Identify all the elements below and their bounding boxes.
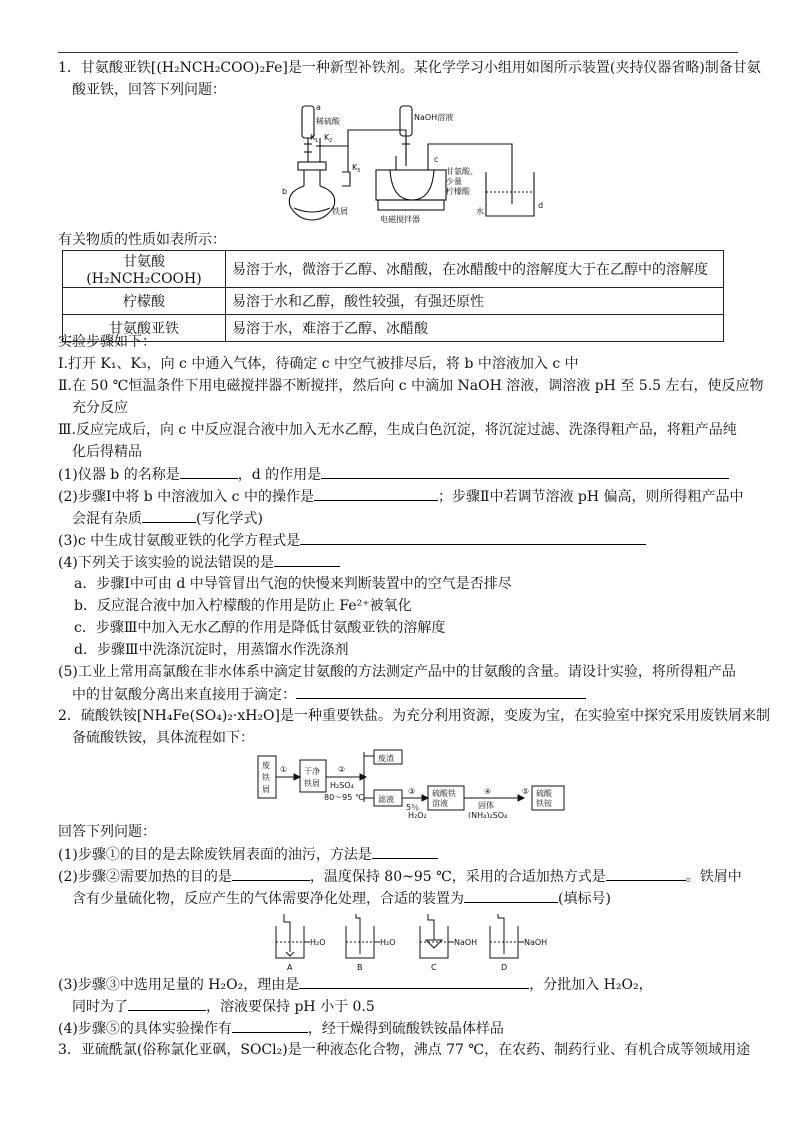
q2-sub3-text: (3)步骤③中选用足量的 H₂O₂，理由是 xyxy=(58,977,300,993)
flow-step-5: ⑤ xyxy=(522,787,530,796)
q1-sub5-line1: (5)工业上常用高氯酸在非水体系中滴定甘氨酸的方法测定产品中的甘氨酸的含量。请设计实验，将所得粗产品 xyxy=(58,664,736,680)
step-1: Ⅰ.打开 K₁、K₃，向 c 中通入气体，待确定 c 中空气被排尽后，将 b 中溶液加入 c 中 xyxy=(58,356,579,372)
answer-blank[interactable] xyxy=(232,1018,308,1033)
q2-sub2-cont xyxy=(72,888,611,909)
flow-waste-2: 铁 xyxy=(262,773,270,782)
flow-product-1: 硫酸 xyxy=(536,789,552,798)
q2-stem-line1: 2．硫酸铁铵[NH₄Fe(SO₄)₂·xH₂O]是一种重要铁盐。为充分利用资源，变废为宝，在实验室中探究采用废铁屑来制 xyxy=(58,708,770,724)
answer-blank[interactable] xyxy=(299,974,529,989)
flow-step-2: ② xyxy=(338,765,346,774)
answer-blank[interactable] xyxy=(180,464,238,479)
q1-sub2-text3: 会混有杂质 xyxy=(72,511,142,527)
label-c: c xyxy=(434,155,439,164)
answer-blank[interactable] xyxy=(464,888,558,903)
steps-intro: 实验步骤如下： xyxy=(58,334,156,350)
label-k3: K xyxy=(352,163,358,172)
q1-stem-line1: 1．甘氨酸亚铁[(H₂NCH₂COO)₂Fe]是一种新型补铁剂。某化学学习小组用如图所示装置(夹持仪器省略)制备甘氨 xyxy=(58,60,761,76)
q1-sub3-text: (3)c 中生成甘氨酸亚铁的化学方程式是 xyxy=(58,533,301,549)
q1-sub5-line2 xyxy=(72,684,586,705)
q2-sub4-text2: ，经干燥得到硫酸铁铵晶体样品 xyxy=(307,1021,504,1037)
option-b: b．反应混合液中加入柠檬酸的作用是防止 Fe²⁺被氧化 xyxy=(74,598,412,614)
q2-sub1-text: (1)步骤①的目的是去除废铁屑表面的油污，方法是 xyxy=(58,847,372,863)
step-2-line1: Ⅱ.在 50 ℃恒温条件下用电磁搅拌器不断搅拌，然后向 c 中滴加 NaOH 溶液，调溶液 pH 至 5.5 左右，使反应物 xyxy=(58,378,764,394)
flow-filtrate: 滤液 xyxy=(378,795,394,804)
answer-blank[interactable] xyxy=(321,464,729,479)
table-intro: 有关物质的性质如表所示： xyxy=(58,232,226,248)
flow-ferric-sulfate-1: 硫酸铁 xyxy=(432,789,456,798)
q2-sub2-text3: 。铁屑中 xyxy=(685,869,742,885)
step-3-line1: Ⅲ.反应完成后，向 c 中反应混合液中加入无水乙醇，生成白色沉淀，将沉淀过滤、洗涤得粗产品，将粗产品纯 xyxy=(58,422,737,438)
answer-blank[interactable] xyxy=(142,508,196,523)
flow-waste-3: 屑 xyxy=(262,785,270,794)
q2-stem-line2: 备硫酸铁铵，具体流程如下： xyxy=(72,730,254,746)
q1-sub2-text2: ；步骤Ⅱ中若调节溶液 pH 偏高，则所得粗产品中 xyxy=(437,489,744,505)
table-row xyxy=(63,251,724,288)
q2-sub2 xyxy=(58,866,742,887)
q2-gas-devices-figure xyxy=(272,912,548,974)
answer-blank[interactable] xyxy=(314,486,438,501)
step-2-line2: 充分反应 xyxy=(72,400,128,416)
q2-sub2-text4: 含有少量硫化物，反应产生的气体需要净化处理，合适的装置为 xyxy=(72,891,464,907)
label-stirrer: 电磁搅拌器 xyxy=(380,215,420,224)
table-cell-property: 易溶于水和乙醇，酸性较强，有强还原性 xyxy=(226,288,724,315)
label-k1-sub: 1 xyxy=(315,138,319,144)
label-naoh: NaOH溶液 xyxy=(414,113,454,122)
device-b-liquid: H₂O xyxy=(380,938,396,947)
flow-nh4so4: (NH₄)₂SO₄ xyxy=(468,811,508,818)
flow-step-3: ③ xyxy=(408,787,416,796)
answer-blank[interactable] xyxy=(606,866,686,881)
q2-sub4 xyxy=(58,1018,504,1039)
label-k1: K xyxy=(310,133,316,142)
label-mix3: 柠檬酸 xyxy=(446,187,470,196)
device-d-label: D xyxy=(501,963,508,972)
label-k2-sub: 2 xyxy=(329,138,333,144)
q2-sub3-cont xyxy=(72,996,375,1017)
device-b-label: B xyxy=(357,963,363,972)
flow-h2o2: H₂O₂ xyxy=(408,811,427,818)
q1-sub4-text: (4)下列关于该实验的说法错误的是 xyxy=(58,555,274,571)
table-cell-name: 甘氨酸亚铁 xyxy=(63,315,226,342)
device-a-label: A xyxy=(287,963,293,972)
q2-answer-intro: 回答下列问题： xyxy=(58,824,156,840)
label-k2: K xyxy=(324,133,330,142)
q3-stem-line1: 3．亚硫酰氯(俗称氯化亚砜，SOCl₂)是一种液态化合物，沸点 77 ℃，在农药、制药行业、有机合成等领域用途 xyxy=(58,1042,751,1058)
table-cell-name: 柠檬酸 xyxy=(63,288,226,315)
label-b: b xyxy=(282,187,288,196)
option-a: a．步骤Ⅰ中可由 d 中导管冒出气泡的快慢来判断装置中的空气是否排尽 xyxy=(74,576,512,592)
q2-sub2-text2: ，温度保持 80~95 ℃，采用的合适加热方式是 xyxy=(309,869,606,885)
q1-sub2-text4: (写化学式) xyxy=(196,511,263,527)
flow-step-4: ④ xyxy=(484,787,492,796)
device-d-liquid: NaOH xyxy=(524,938,548,947)
label-k3-sub: 3 xyxy=(357,168,361,174)
q2-sub3-text4: ，溶液要保持 pH 小于 0.5 xyxy=(206,999,375,1015)
q1-sub1-text2: ，d 的作用是 xyxy=(237,467,322,483)
q2-sub2-text5: (填标号) xyxy=(558,891,611,907)
q2-sub1 xyxy=(58,844,438,865)
q1-sub1-text: (1)仪器 b 的名称是 xyxy=(58,467,180,483)
flow-ferric-sulfate-2: 溶液 xyxy=(432,799,448,808)
answer-blank[interactable] xyxy=(128,996,206,1011)
answer-blank[interactable] xyxy=(296,684,586,699)
q1-sub2-text: (2)步骤Ⅰ中将 b 中溶液加入 c 中的操作是 xyxy=(58,489,314,505)
label-mix2: 少量 xyxy=(446,177,462,186)
q1-sub1 xyxy=(58,464,729,485)
device-c-label: C xyxy=(431,963,437,972)
device-c-liquid: NaOH xyxy=(454,938,478,947)
q2-sub3-text3: 同时为了 xyxy=(72,999,128,1015)
answer-blank[interactable] xyxy=(274,552,340,567)
answer-blank[interactable] xyxy=(232,866,310,881)
q2-sub2-text: (2)步骤②需要加热的目的是 xyxy=(58,869,232,885)
step-3-line2: 化后得精品 xyxy=(72,444,142,460)
q1-sub3 xyxy=(58,530,646,551)
flow-clean-1: 干净 xyxy=(304,767,320,776)
flow-residue: 废渣 xyxy=(378,754,394,763)
q1-sub5-text: 中的甘氨酸分离出来直接用于滴定： xyxy=(72,687,296,703)
answer-blank[interactable] xyxy=(300,530,646,545)
properties-table xyxy=(62,250,724,342)
label-mix1: 甘氨酸、 xyxy=(446,167,478,176)
table-cell-property: 易溶于水，微溶于乙醇、冰醋酸，在冰醋酸中的溶解度大于在乙醇中的溶解度 xyxy=(226,251,724,288)
q2-flow-diagram xyxy=(256,748,568,818)
device-a-liquid: H₂O xyxy=(310,938,326,947)
option-c: c．步骤Ⅲ中加入无水乙醇的作用是降低甘氨酸亚铁的溶解度 xyxy=(74,620,446,636)
q2-sub3-text2: ，分批加入 H₂O₂， xyxy=(529,977,653,993)
label-dilute-acid: 稀硫酸 xyxy=(316,117,340,126)
top-rule xyxy=(58,52,738,53)
q1-sub2-cont xyxy=(72,508,263,529)
table-row xyxy=(63,315,724,342)
option-d: d．步骤Ⅲ中洗涤沉淀时，用蒸馏水作洗涤剂 xyxy=(74,642,349,658)
answer-blank[interactable] xyxy=(372,844,438,859)
q1-stem-line2: 酸亚铁，回答下列问题： xyxy=(72,82,226,98)
flow-temp: 80～95 ℃ xyxy=(324,793,364,802)
q1-sub2 xyxy=(58,486,744,507)
q2-sub4-text: (4)步骤⑤的具体实验操作有 xyxy=(58,1021,232,1037)
label-d: d xyxy=(538,201,544,210)
table-row xyxy=(63,288,724,315)
flow-solid: 固体 xyxy=(478,801,494,810)
label-a: a xyxy=(316,103,321,112)
flow-waste-1: 废 xyxy=(262,761,270,770)
flow-product-2: 铁铵 xyxy=(536,799,552,808)
flow-h2o2-pct: 5％ xyxy=(406,803,420,812)
q1-sub4 xyxy=(58,552,340,573)
label-iron: 铁屑 xyxy=(332,207,348,216)
table-cell-name: 甘氨酸(H₂NCH₂COOH) xyxy=(63,251,226,288)
q2-sub3 xyxy=(58,974,653,995)
flow-step-1: ① xyxy=(280,765,288,774)
label-water: 水 xyxy=(476,207,484,216)
flow-clean-2: 铁屑 xyxy=(304,779,320,788)
flow-h2so4: H₂SO₄ xyxy=(330,781,354,790)
table-cell-property: 易溶于水，难溶于乙醇、冰醋酸 xyxy=(226,315,724,342)
q1-apparatus-figure xyxy=(280,100,550,226)
